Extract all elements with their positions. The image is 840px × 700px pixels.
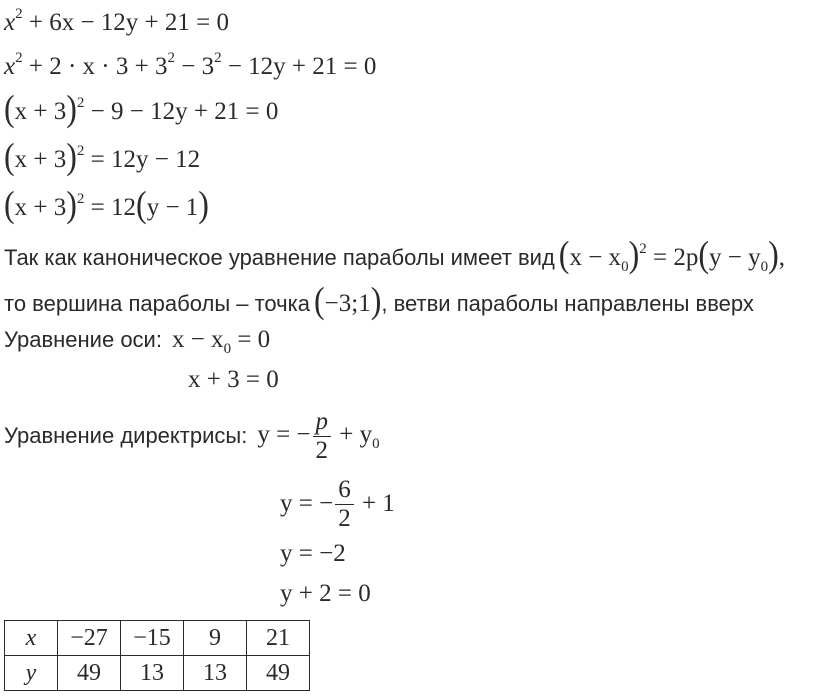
canonical-sentence <box>4 233 785 276</box>
equation-line-5: $(x + 3)^2 = 12(y - 1)$ <box>4 183 209 225</box>
table-cell: −27 <box>58 621 121 656</box>
eq2-power-1: 2 <box>15 50 23 66</box>
directrix-eq-3: y = −2 <box>280 540 346 567</box>
directrix-label: Уравнение директрисы: <box>4 423 248 448</box>
axis-eq-1-a: x − x <box>171 326 224 353</box>
value-table <box>4 620 310 691</box>
table-cell: 13 <box>121 656 184 691</box>
table-cell: 9 <box>184 621 247 656</box>
eq1-x: x <box>4 9 16 36</box>
canon-a: x − x <box>569 244 622 271</box>
canon-sup: 2 <box>639 241 647 257</box>
eq5-rest: = 12 <box>84 194 137 221</box>
eq3-rest: − 9 − 12y + 21 = 0 <box>84 98 279 125</box>
eq2-power-3: 2 <box>214 50 222 66</box>
dir-eq1-den: 2 <box>315 436 329 464</box>
equation-line-3: $(x + 3)^2 - 9 - 12y + 21 = 0$ <box>4 87 279 129</box>
dir-eq1-a: y = − <box>257 420 311 448</box>
eq1-rest: + 6x − 12y + 21 = 0 <box>22 9 230 36</box>
equation-line-4: $(x + 3)^2 = 12y - 12$ <box>4 135 201 177</box>
directrix-eq-1 <box>257 408 380 464</box>
eq4-rest: = 12y − 12 <box>84 146 201 173</box>
eq5-power: 2 <box>76 191 85 207</box>
eq2-x: x <box>4 53 16 80</box>
dir-eq1-sub: 0 <box>372 435 380 452</box>
table-cell: 21 <box>247 621 310 656</box>
directrix-eq-2 <box>280 476 395 532</box>
eq4-power: 2 <box>76 143 85 159</box>
dir-eq2-num: 6 <box>338 476 351 503</box>
dir-eq1-fraction <box>313 408 332 464</box>
vertex-suffix: , ветви параболы направлены вверх <box>381 291 754 316</box>
canonical-formula: $(x - x_0)^2 = 2p(y - y_0)$, <box>558 233 785 275</box>
eq4-inner: x + 3 <box>14 146 67 173</box>
dir-eq2-fraction <box>335 476 354 532</box>
canon-sub: 0 <box>621 259 629 275</box>
eq2-rest: − 12y + 21 = 0 <box>221 53 377 80</box>
table-cell: 13 <box>184 656 247 691</box>
dir-eq2-a: y = − <box>280 490 334 517</box>
canon-c: y − y <box>708 244 761 271</box>
table-header-x: x <box>5 621 58 656</box>
vertex-text: то вершина параболы – точка <box>4 291 310 316</box>
table-cell: 49 <box>247 656 310 691</box>
dir-eq2-b: + 1 <box>355 490 395 517</box>
eq1-power: 2 <box>15 6 23 22</box>
dir-eq2-den: 2 <box>338 504 351 532</box>
axis-eq-1 <box>171 326 271 357</box>
canon-b: = 2p <box>646 244 699 271</box>
vertex-coords: −3;1 <box>324 290 371 317</box>
table-cell: 49 <box>58 656 121 691</box>
directrix-block <box>4 408 380 464</box>
axis-eq-2: x + 3 = 0 <box>188 366 279 393</box>
eq2-mid2: − 3 <box>174 53 215 80</box>
dir-eq1-b: + y <box>333 420 373 448</box>
vertex-point: (−3;1) <box>314 279 382 321</box>
eq5-inner: x + 3 <box>14 194 67 221</box>
eq5-inner2: y − 1 <box>146 194 199 221</box>
canon-sub-2: 0 <box>760 259 769 275</box>
table-cell: −15 <box>121 621 184 656</box>
canon-comma: , <box>778 244 785 271</box>
axis-equation-block <box>4 326 270 358</box>
table-row-y <box>5 656 310 691</box>
eq3-inner: x + 3 <box>14 98 67 125</box>
eq2-power-2: 2 <box>167 50 175 66</box>
axis-sub: 0 <box>223 341 232 357</box>
dir-eq1-num: p <box>315 408 329 435</box>
eq3-power: 2 <box>76 95 85 111</box>
axis-label: Уравнение оси: <box>4 327 162 352</box>
directrix-eq-4: y + 2 = 0 <box>280 580 371 607</box>
vertex-sentence <box>4 279 754 321</box>
table-row-x <box>5 621 310 656</box>
table-header-y: y <box>5 656 58 691</box>
canonical-text: Так как каноническое уравнение параболы имеет вид <box>4 245 555 270</box>
axis-eq-1-b: = 0 <box>231 326 271 353</box>
equation-line-1 <box>4 6 229 37</box>
eq2-mid: + 2 · x · 3 + 3 <box>22 53 168 80</box>
equation-line-2 <box>4 50 376 81</box>
